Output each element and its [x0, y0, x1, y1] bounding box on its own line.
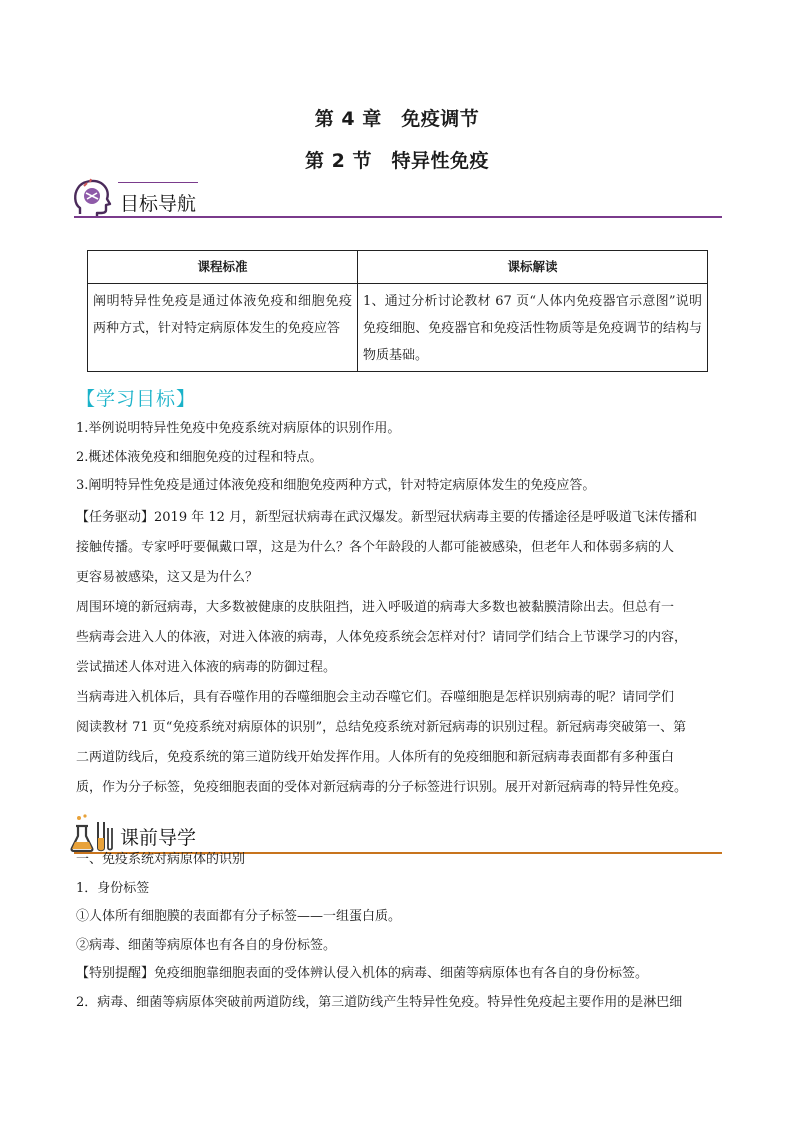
paragraph-line: 质，作为分子标签，免疫细胞表面的受体对新冠病毒的分子标签进行识别。展开对新冠病毒的特异性免疫。 [76, 780, 688, 795]
table-row [88, 284, 708, 372]
paragraph-line: 1．身份标签 [76, 880, 150, 896]
table-cell-interpretation: 1、通过分析讨论教材 67 页“人体内免疫器官示意图”说明免疫细胞、免疫器官和免疫活性物质等是免疫调节的结构与物质基础。 [358, 284, 708, 372]
preview-section-label: 课前导学 [120, 827, 197, 849]
paragraph-line: 尝试描述人体对进入体液的病毒的防御过程。 [76, 660, 337, 675]
brain-head-icon [72, 178, 114, 218]
objective-item: 3.阐明特异性免疫是通过体液免疫和细胞免疫两种方式，针对特定病原体发生的免疫应答。 [76, 478, 596, 493]
paragraph-line: 2．病毒、细菌等病原体突破前两道防线，第三道防线产生特异性免疫。特异性免疫起主要作用的是淋巴细 [76, 994, 683, 1010]
paragraph-line: 当病毒进入机体后，具有吞噬作用的吞噬细胞会主动吞噬它们。吞噬细胞是怎样识别病毒的呢？请同学们 [76, 690, 675, 705]
preview-content [76, 846, 724, 1017]
paragraph-line: 二两道防线后，免疫系统的第三道防线开始发挥作用。人体所有的免疫细胞和新冠病毒表面都有多种蛋白 [76, 750, 675, 765]
task-drive-paragraph [76, 503, 724, 803]
paragraph-line: 接触传播。专家呼吁要佩戴口罩，这是为什么？各个年龄段的人都可能被感染，但老年人和体弱多病的人 [76, 540, 675, 555]
paragraph-line: ①人体所有细胞膜的表面都有分子标签——一组蛋白质。 [76, 909, 402, 924]
table-header-interpretation: 课标解读 [358, 251, 708, 284]
table-cell-standard: 阐明特异性免疫是通过体液免疫和细胞免疫两种方式，针对特定病原体发生的免疫应答 [88, 284, 358, 372]
nav-section-rule [74, 216, 722, 218]
task-drive-first-line: 【任务驱动】2019 年 12 月，新型冠状病毒在武汉爆发。新型冠状病毒主要的传播途径是呼吸道飞沫传播和 [76, 510, 698, 525]
learning-objectives-heading: 【学习目标】 [76, 388, 197, 410]
special-note: 【特别提醒】免疫细胞靠细胞表面的受体辨认侵入机体的病毒、细菌等病原体也有各自的身份标签。 [76, 966, 649, 981]
paragraph-line: ②病毒、细菌等病原体也有各自的身份标签。 [76, 937, 337, 953]
chapter-title: 第 4 章 免疫调节 [314, 108, 480, 130]
objective-item: 2.概述体液免疫和细胞免疫的过程和特点。 [76, 449, 323, 465]
paragraph-line: 些病毒会进入人的体液，对进入体液的病毒，人体免疫系统会怎样对付？请同学们结合上节课学习的内容， [76, 630, 688, 645]
standards-table [87, 250, 708, 372]
nav-top-rule [118, 182, 198, 183]
nav-section-label: 目标导航 [120, 193, 197, 215]
preview-heading: 一、免疫系统对病原体的识别 [76, 852, 246, 867]
paragraph-line: 阅读教材 71 页“免疫系统对病原体的识别”，总结免疫系统对新冠病毒的识别过程。新冠病毒突破第一、第 [76, 720, 687, 735]
table-header-standard: 课程标准 [88, 251, 358, 284]
objective-item: 1.举例说明特异性免疫中免疫系统对病原体的识别作用。 [76, 421, 401, 436]
paragraph-line: 周围环境的新冠病毒，大多数被健康的皮肤阻挡，进入呼吸道的病毒大多数也被黏膜清除出去。但总有一 [76, 600, 675, 615]
paragraph-line: 更容易被感染，这又是为什么？ [76, 570, 259, 585]
section-title: 第 2 节 特异性免疫 [305, 150, 489, 172]
learning-objectives-list [76, 415, 724, 501]
task-drive-label: 【任务驱动】 [76, 510, 155, 525]
special-note-label: 【特别提醒】 [76, 966, 155, 981]
